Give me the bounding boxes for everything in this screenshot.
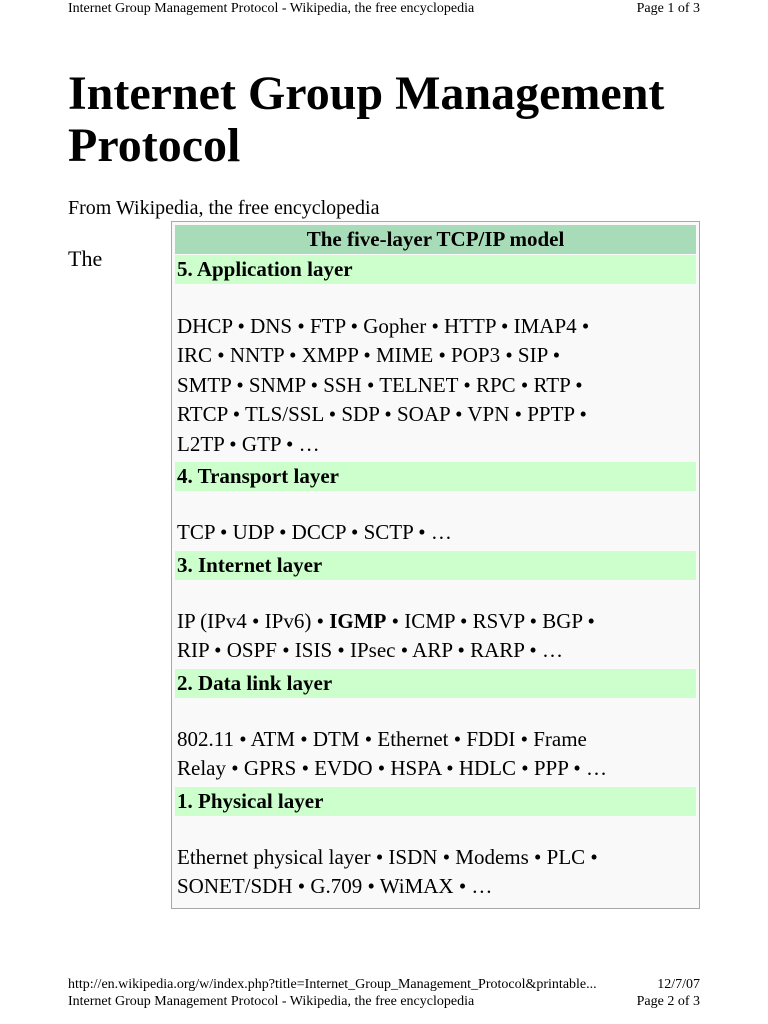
print-footer-url: http://en.wikipedia.org/w/index.php?title=Internet_Group_Management_Protocol&printable... xyxy=(68,977,597,992)
protocol-line[interactable]: RTCP • TLS/SSL • SDP • SOAP • VPN • PPTP • xyxy=(177,402,587,427)
protocol-line[interactable]: RIP • OSPF • ISIS • IPsec • ARP • RARP • … xyxy=(177,638,564,663)
intro-text: The xyxy=(68,246,103,271)
page-title: Internet Group Management Protocol xyxy=(68,67,665,172)
layer-protocols-data-link xyxy=(175,725,696,784)
layer-protocols-transport xyxy=(175,518,696,547)
infobox-title: The five-layer TCP/IP model xyxy=(175,225,696,254)
layer-heading-application[interactable]: 5. Application layer xyxy=(175,255,696,284)
layer-heading-internet[interactable]: 3. Internet layer xyxy=(175,551,696,580)
print-header-page-number: Page 1 of 3 xyxy=(636,1,700,16)
protocol-line[interactable]: 802.11 • ATM • DTM • Ethernet • FDDI • Frame xyxy=(177,727,587,751)
protocol-line[interactable]: IRC • NNTP • XMPP • MIME • POP3 • SIP • xyxy=(177,343,561,368)
layer-protocols-physical xyxy=(175,843,696,902)
protocol-line-post: • ICMP • RSVP • BGP • xyxy=(386,609,595,633)
print-footer-date: 12/7/07 xyxy=(657,977,700,992)
layer-heading-transport[interactable]: 4. Transport layer xyxy=(175,462,696,491)
protocol-line[interactable]: TCP • UDP • DCCP • SCTP • … xyxy=(177,520,452,544)
protocol-line-pre: IP (IPv4 • IPv6) • xyxy=(177,609,330,633)
protocol-line[interactable]: SONET/SDH • G.709 • WiMAX • … xyxy=(177,874,493,899)
protocol-line[interactable]: SMTP • SNMP • SSH • TELNET • RPC • RTP • xyxy=(177,372,583,397)
layer-heading-data-link[interactable]: 2. Data link layer xyxy=(175,669,696,698)
layer-protocols-internet xyxy=(175,607,696,666)
layer-protocols-application xyxy=(175,312,696,459)
protocol-line[interactable]: L2TP • GTP • … xyxy=(177,431,320,456)
print-header-page-number-next: Page 2 of 3 xyxy=(636,994,700,1009)
protocol-line[interactable]: Relay • GPRS • EVDO • HSPA • HDLC • PPP • … xyxy=(177,756,607,781)
print-header-title-next: Internet Group Management Protocol - Wikipedia, the free encyclopedia xyxy=(68,994,475,1009)
protocol-line[interactable]: Ethernet physical layer • ISDN • Modems • PLC • xyxy=(177,845,598,869)
layer-heading-physical[interactable]: 1. Physical layer xyxy=(175,787,696,816)
tcpip-model-infobox xyxy=(171,221,700,909)
protocol-line[interactable]: DHCP • DNS • FTP • Gopher • HTTP • IMAP4 • xyxy=(177,314,590,338)
page-subtitle: From Wikipedia, the free encyclopedia xyxy=(68,197,380,219)
print-header-title: Internet Group Management Protocol - Wikipedia, the free encyclopedia xyxy=(68,1,475,16)
protocol-line[interactable] xyxy=(177,609,595,633)
protocol-igmp-current: IGMP xyxy=(329,609,387,633)
